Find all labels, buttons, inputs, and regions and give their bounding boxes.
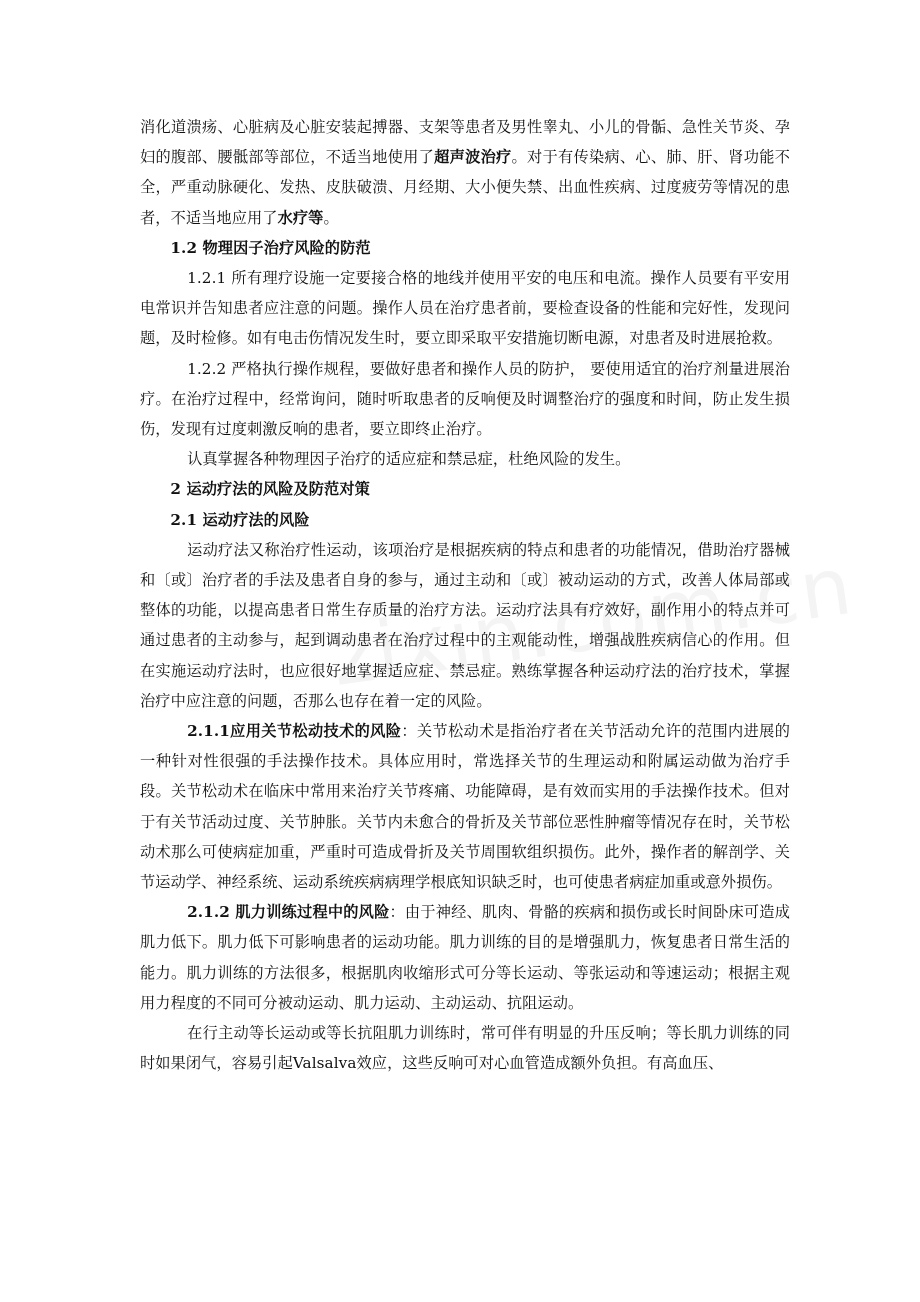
- paragraph-2-1-1: 2.1.1应用关节松动技术的风险：关节松动术是指治疗者在关节活动允许的范围内进展的一种针对性很强的手法操作技术。具体应用时，常选择关节的生理运动和附属运动做为治疗手段。关节松动术在临床中常用来治疗关节疼痛、功能障碍，是有效而实用的手法操作技术。但对于有关节活动过度、关节肿胀。关节内未愈合的骨折及关节部位恶性肿瘤等情况存在时，关节松动术那么可使病症加重，严重时可造成骨折及关节周围软组织损伤。此外，操作者的解剖学、关节运动学、神经系统、运动系统疾病病理学根底知识缺乏时，也可使患者病症加重或意外损伤。: [140, 722, 790, 892]
- paragraph-2-1-2: 2.1.2 肌力训练过程中的风险：由于神经、肌肉、骨骼的疾病和损伤或长时间卧床可造成肌力低下。肌力低下可影响患者的运动功能。肌力训练的目的是增强肌力，恢复患者日常生活的能力。肌力训练的方法很多，根据肌肉收缩形式可分等长运动、等张运动和等速运动；根据主观用力程度的不同可分被动运动、肌力运动、主动运动、抗阻运动。: [140, 903, 790, 1012]
- paragraph-2-1: 运动疗法又称治疗性运动，该项治疗是根据疾病的特点和患者的功能情况，借助治疗器械和〔或〕治疗者的手法及患者自身的参与，通过主动和〔或〕被动运动的方式，改善人体局部或整体的功能，以提高患者日常生存质量的治疗方法。运动疗法具有疗效好，副作用小的特点并可通过患者的主动参与，起到调动患者在治疗过程中的主观能动性，增强战胜疾病信心的作用。但在实施运动疗法时，也应很好地掌握适应症、禁忌症。熟练掌握各种运动疗法的治疗技术，掌握治疗中应注意的问题，否那么也存在着一定的风险。: [140, 540, 790, 710]
- lead-2-1-2: 2.1.2 肌力训练过程中的风险: [187, 903, 390, 922]
- paragraph-contraindications: 消化道溃疡、心脏病及心脏安装起搏器、支架等患者及男性睾丸、小儿的骨骺、急性关节炎、孕妇的腹部、腰骶部等部位，不适当地使用了超声波治疗。对于有传染病、心、肺、肝、肾功能不全，严重动脉硬化、发热、皮肤破溃、月经期、大小便失禁、出血性疾病、过度疲劳等情况的患者，不适当地应用了水疗等。: [140, 118, 791, 227]
- paragraph-1-2-1: 1.2.1 所有理疗设施一定要接合格的地线并使用平安的电压和电流。操作人员要有平安用电常识并告知患者应注意的问题。操作人员在治疗患者前，要检查设备的性能和完好性，发现问题，及时检修。如有电击伤情况发生时，要立即采取平安措施切断电源，对患者及时进展抢救。: [140, 269, 790, 348]
- lead-2-1-1: 2.1.1应用关节松动技术的风险: [187, 722, 402, 741]
- heading-2-1: 2.1 运动疗法的风险: [170, 510, 310, 529]
- heading-2: 2 运动疗法的风险及防范对策: [170, 480, 370, 499]
- paragraph-isometric: 在行主动等长运动或等长抗阻肌力训练时，常可伴有明显的升压反响；等长肌力训练的同时如果闭气，容易引起Valsalva效应，这些反响可对心血管造成额外负担。有高血压、: [140, 1024, 790, 1073]
- document-page: [140, 112, 790, 1079]
- bold-ultrasound-therapy: 超声波治疗: [434, 148, 512, 167]
- bold-hydrotherapy: 水疗等: [277, 208, 324, 227]
- paragraph-summary: 认真掌握各种物理因子治疗的适应症和禁忌症，杜绝风险的发生。: [187, 450, 631, 469]
- paragraph-1-2-2: 1.2.2 严格执行操作规程，要做好患者和操作人员的防护， 要使用适宜的治疗剂量进展治疗。在治疗过程中，经常询问，随时听取患者的反响便及时调整治疗的强度和时间，防止发生损伤，发现有过度刺激反响的患者，要立即终止治疗。: [140, 359, 790, 439]
- heading-1-2: 1.2 物理因子治疗风险的防范: [170, 238, 371, 257]
